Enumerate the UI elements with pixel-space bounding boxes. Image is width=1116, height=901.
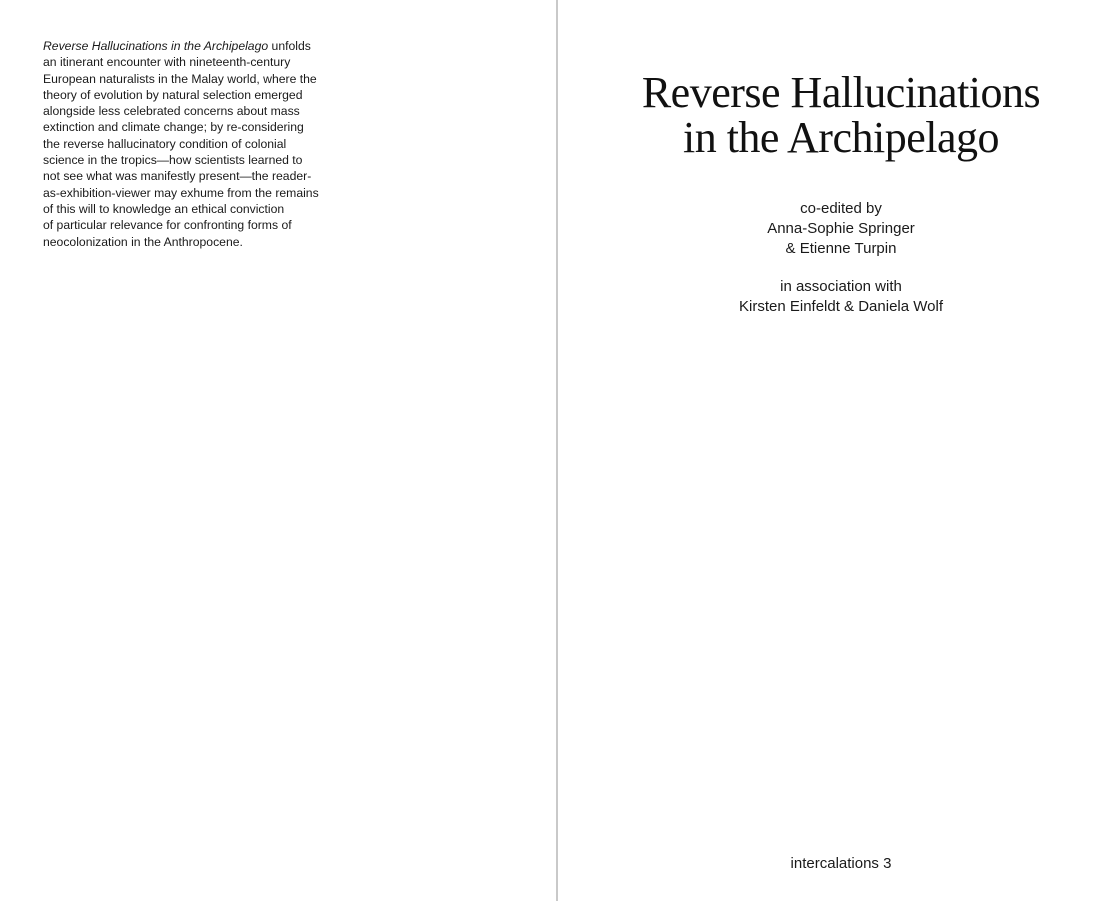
blurb-title-italic: Reverse Hallucinations in the Archipelago bbox=[43, 39, 269, 53]
blurb-line: an itinerant encounter with nineteenth-century bbox=[43, 55, 291, 70]
associate-names: Kirsten Einfeldt & Daniela Wolf bbox=[739, 298, 943, 316]
blurb-line bbox=[43, 38, 343, 54]
left-page bbox=[0, 0, 556, 901]
coedited-label: co-edited by bbox=[800, 200, 882, 217]
blurb-line: as-exhibition-viewer may exhume from the remains bbox=[43, 185, 319, 200]
blurb-line: the reverse hallucinatory condition of colonial bbox=[43, 136, 287, 151]
book-title-line: in the Archipelago bbox=[682, 113, 999, 162]
credits-spacer bbox=[558, 258, 1116, 277]
blurb-line: science in the tropics—how scientists learned to bbox=[43, 153, 303, 168]
blurb-line: of this will to knowledge an ethical conviction bbox=[43, 201, 285, 216]
blurb-paragraph bbox=[43, 38, 343, 250]
blurb-line: extinction and climate change; by re-considering bbox=[43, 120, 304, 135]
right-page bbox=[558, 0, 1116, 901]
blurb-line: theory of evolution by natural selection emerged bbox=[43, 87, 303, 102]
credits-block bbox=[558, 199, 1116, 317]
association-label: in association with bbox=[780, 278, 902, 296]
blurb-line: not see what was manifestly present—the reader- bbox=[43, 169, 312, 184]
blurb-line: alongside less celebrated concerns about mass bbox=[43, 104, 300, 119]
blurb-line: European naturalists in the Malay world, where the bbox=[43, 71, 317, 86]
book-title bbox=[558, 70, 1116, 160]
book-title-line: Reverse Hallucinations bbox=[641, 68, 1041, 117]
blurb-line-rest: unfolds bbox=[268, 39, 311, 53]
blurb-line: of particular relevance for confronting forms of bbox=[43, 218, 292, 233]
editor-name: Anna-Sophie Springer bbox=[767, 219, 915, 237]
editor-name: & Etienne Turpin bbox=[785, 239, 897, 257]
series-name: intercalations 3 bbox=[790, 855, 892, 872]
blurb-line: neocolonization in the Anthropocene. bbox=[43, 234, 243, 249]
